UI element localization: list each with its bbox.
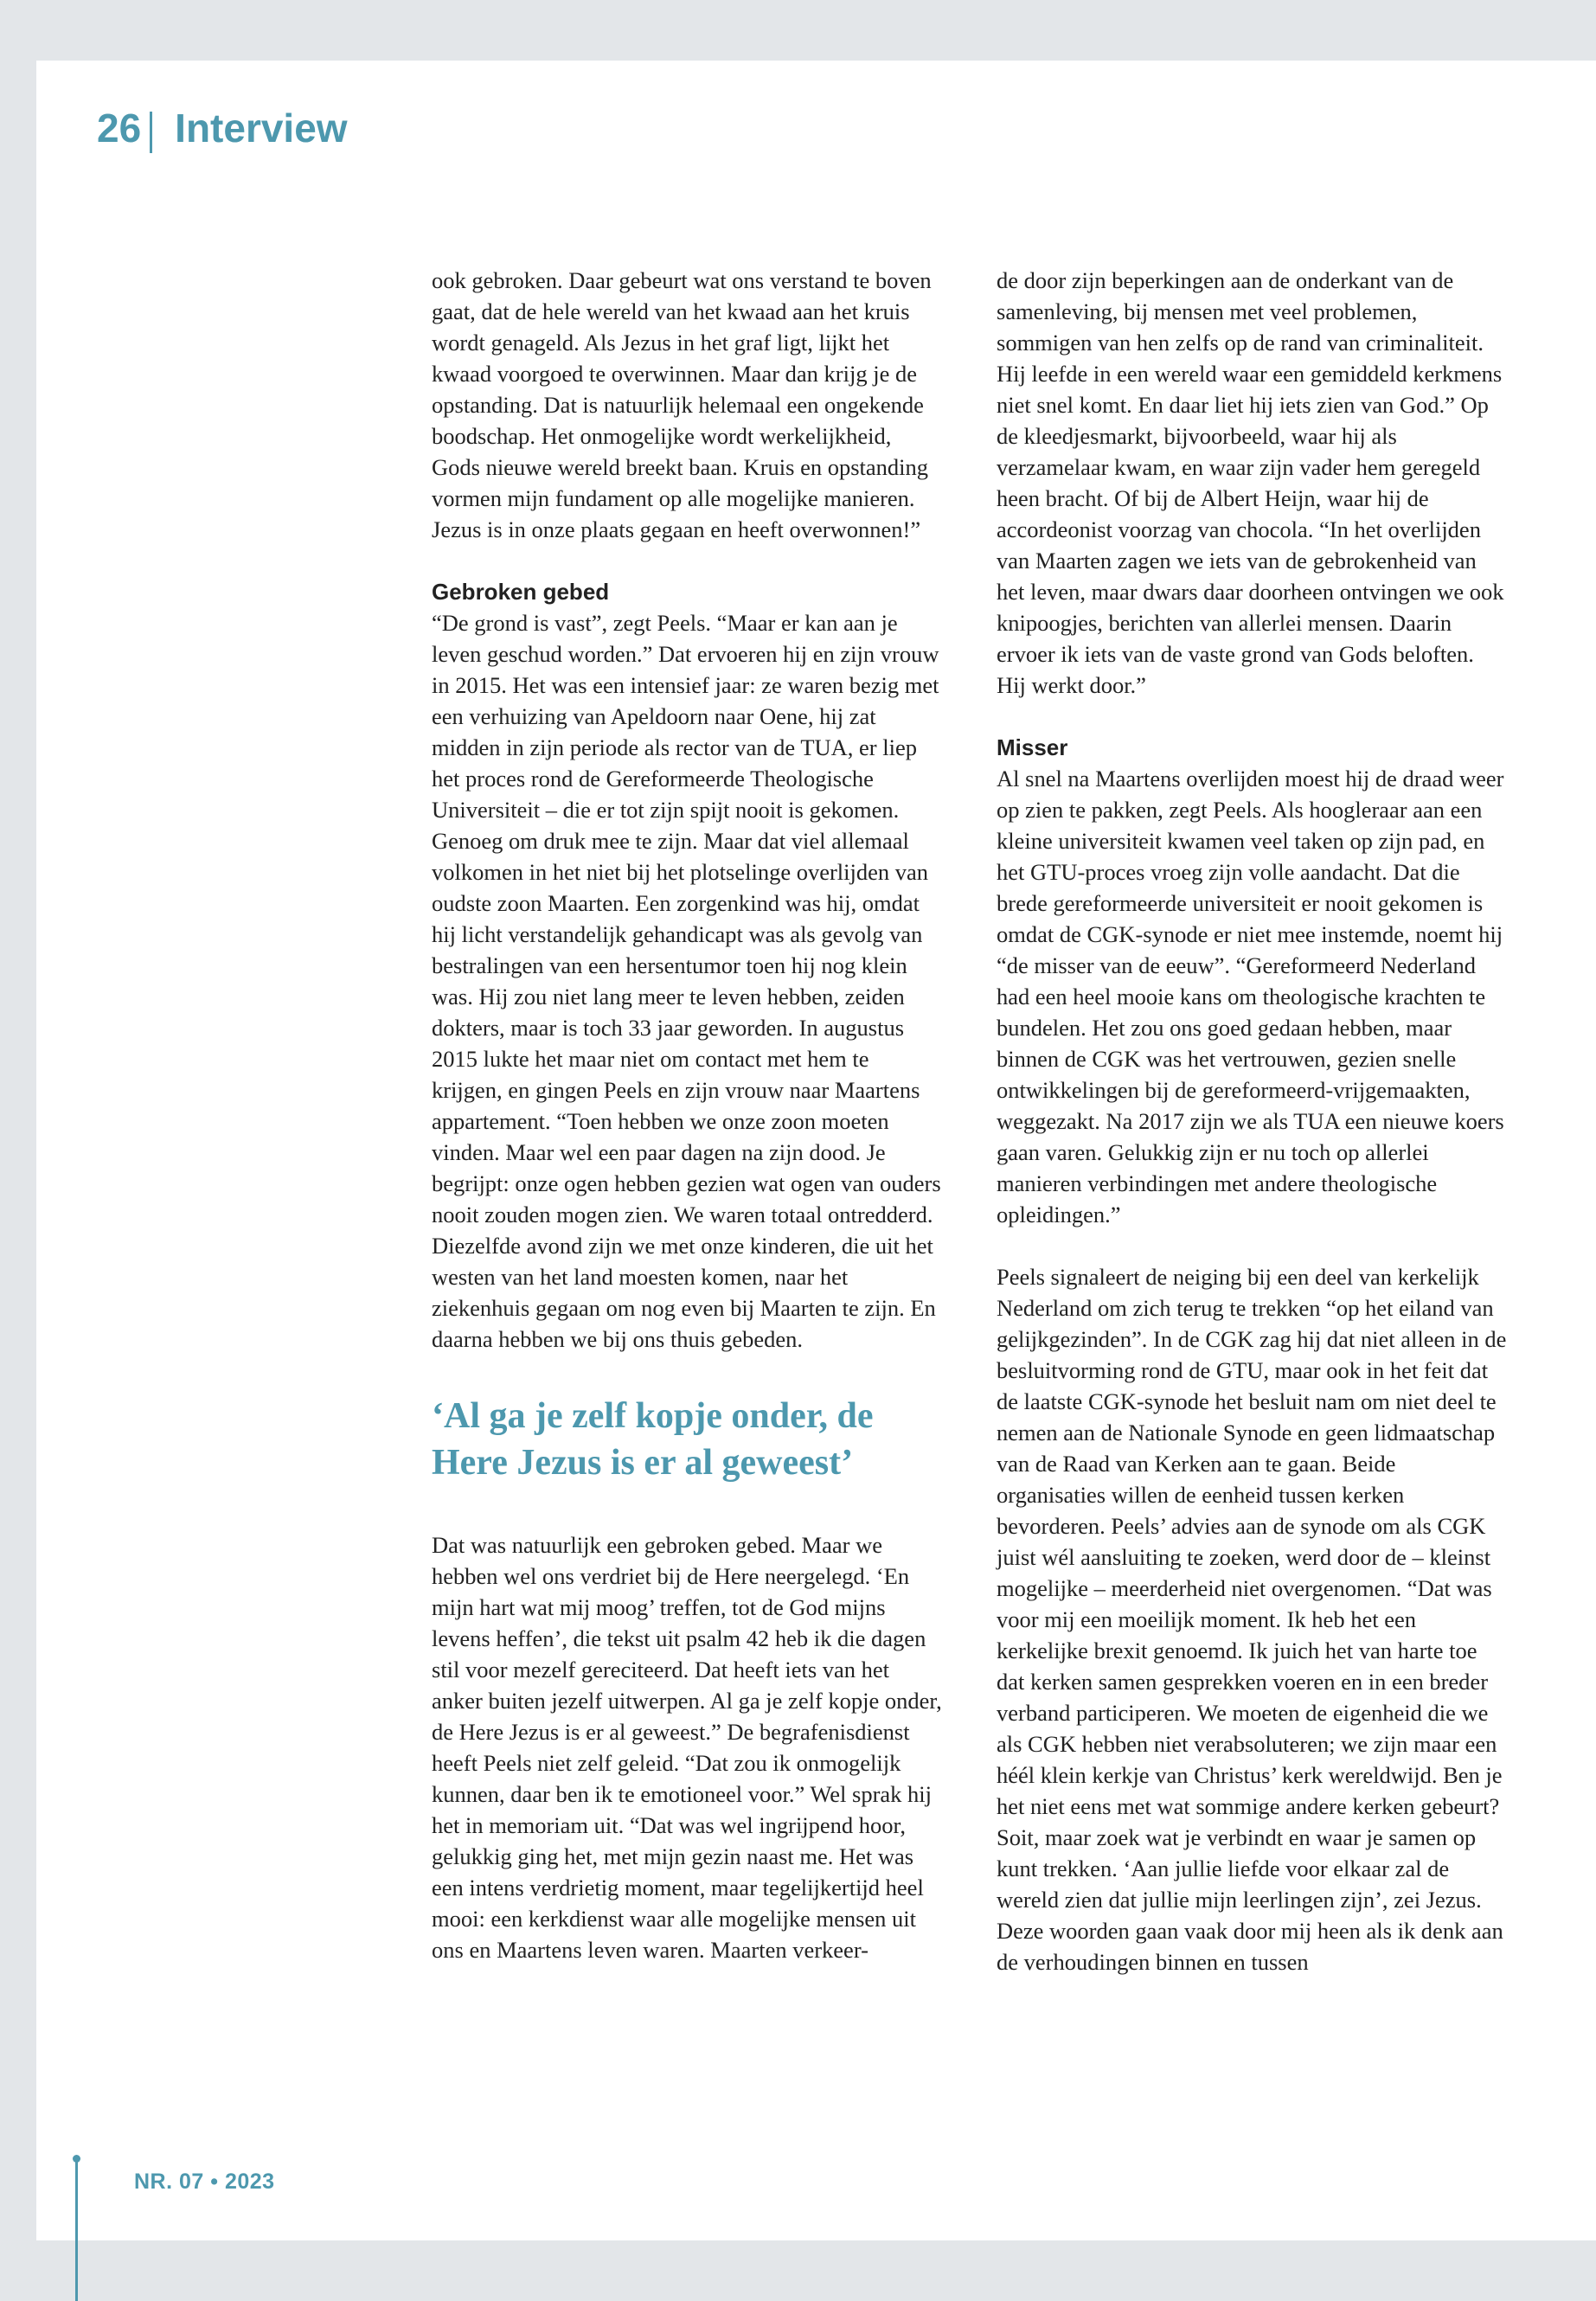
- body-paragraph: ook gebroken. Daar gebeurt wat ons verstand te boven gaat, dat de hele wereld van het kwaad aan het kruis wordt genageld. Als Jezus in het graf ligt, lijkt het kwaad voorgoed te overwinnen. Maar dan krijg je de opstanding. Dat is natuurlijk helemaal een ongekende boodschap. Het onmogelijke wordt werkelijkheid, Gods nieuwe wereld breekt baan. Kruis en opstanding vormen mijn fundament op alle mogelijke manieren. Jezus is in onze plaats gegaan en heeft overwonnen!”: [432, 267, 932, 542]
- body-paragraph: Al snel na Maartens overlijden moest hij de draad weer op zien te pakken, zegt Peels. Als hoogleraar aan een kleine universiteit kwamen veel taken op zijn pad, en het GTU-proces vroeg zijn volle aandacht. Dat die brede gereformeerde universiteit er nooit gekomen is omdat de CGK-synode er niet mee instemde, noemt hij “de misser van de eeuw”. “Gereformeerd Nederland had een heel mooie kans om theologische krachten te bundelen. Het zou ons goed gedaan hebben, maar binnen de CGK was het vertrouwen, gezien snelle ontwikkelingen bij de gereformeerd-vrijgemaakten, weggezakt. Na 2017 zijn we als TUA een nieuwe koers gaan varen. Gelukkig zijn er nu toch op allerlei manieren verbindingen met andere theologische opleidingen.”: [997, 766, 1504, 1227]
- body-paragraph: Dat was natuurlijk een gebroken gebed. Maar we hebben wel ons verdriet bij de Here neergelegd. ‘En mijn hart wat mij moog’ treffen, tot de God mijns levens heffen’, die tekst uit psalm 42 heb ik die dagen stil voor mezelf gereciteerd. Dat heeft iets van het anker buiten jezelf uitwerpen. Al ga je zelf kopje onder, de Here Jezus is er al geweest.” De begrafenisdienst heeft Peels niet zelf geleid. “Dat zou ik onmogelijk kunnen, daar ben ik te emotioneel voor.” Wel sprak hij het in memoriam uit. “Dat was wel ingrijpend hoor, gelukkig ging het, met mijn gezin naast me. Het was een intens verdrietig moment, maar tegelijkertijd heel mooi: een kerkdienst waar alle mogelijke mensen uit ons en Maartens leven waren. Maarten verkeer-: [432, 1532, 942, 1963]
- subheading-gebroken-gebed: Gebroken gebed: [432, 579, 610, 605]
- body-paragraph: “De grond is vast”, zegt Peels. “Maar er kan aan je leven geschud worden.” Dat ervoeren hij en zijn vrouw in 2015. Het was een intensief jaar: ze waren bezig met een verhuizing van Apeldoorn naar Oene, hij zat midden in zijn periode als rector van de TUA, er liep het proces rond de Gereformeerde Theologische Universiteit – die er tot zijn spijt nooit is gekomen. Genoeg om druk mee te zijn. Maar dat viel allemaal volkomen in het niet bij het plotselinge overlijden van oudste zoon Maarten. Een zorgenkind was hij, omdat hij licht verstandelijk gehandicapt was als gevolg van bestralingen van een hersentumor toen hij nog klein was. Hij zou niet lang meer te leven hebben, zeiden dokters, maar is toch 33 jaar geworden. In augustus 2015 lukte het maar niet om contact met hem te krijgen, en gingen Peels en zijn vrouw naar Maartens appartement. “Toen hebben we onze zoon moeten vinden. Maar wel een paar dagen na zijn dood. Je begrijpt: onze ogen hebben gezien wat ogen van ouders nooit zouden mogen zien. We waren totaal ontredderd. Diezelfde avond zijn we met onze kinderen, die uit het westen van het land moesten komen, naar het ziekenhuis gegaan om nog even bij Maarten te zijn. En daarna hebben we bij ons thuis gebeden.: [432, 610, 941, 1352]
- section-title: Interview: [175, 106, 348, 151]
- footer-rule: [75, 2158, 78, 2301]
- issue-number: NR. 07 • 2023: [134, 2170, 275, 2194]
- body-paragraph: de door zijn beperkingen aan de onderkant van de samenleving, bij mensen met veel problemen, sommigen van hen zelfs op de rand van criminaliteit. Hij leefde in een wereld waar een gemiddeld kerkmens niet snel komt. En daar liet hij iets zien van God.” Op de kleedjesmarkt, bijvoorbeeld, waar hij als verzamelaar kwam, en waar zijn vader hem geregeld heen bracht. Of bij de Albert Heijn, waar hij de accordeonist voorzag van chocola. “In het overlijden van Maarten zagen we iets van de gebrokenheid van het leven, maar dwars daar doorheen ontvingen we ook knipoogjes, berichten van allerlei mensen. Daarin ervoer ik iets van de vaste grond van Gods beloften. Hij werkt door.”: [997, 267, 1504, 698]
- page-number: 26: [97, 106, 142, 151]
- pull-quote: ‘Al ga je zelf kopje onder, de Here Jezus is er al geweest’: [432, 1396, 874, 1483]
- page-header: [97, 99, 348, 157]
- footer-rule-dot: [73, 2155, 80, 2163]
- header-divider: [150, 112, 152, 153]
- subheading-misser: Misser: [997, 734, 1068, 760]
- body-paragraph: Peels signaleert de neiging bij een deel van kerkelijk Nederland om zich terug te trekken “op het eiland van gelijkgezinden”. In de CGK zag hij dat niet alleen in de besluitvorming rond de GTU, maar ook in het feit dat de laatste CGK-synode het besluit nam om niet deel te nemen aan de Nationale Synode en geen lidmaatschap van de Raad van Kerken aan te gaan. Beide organisaties willen de eenheid tussen kerken bevorderen. Peels’ advies aan de synode om als CGK juist wél aansluiting te zoeken, werd door de – kleinst mogelijke – meerderheid niet overgenomen. “Dat was voor mij een moeilijk moment. Ik heb het een kerkelijke brexit genoemd. Ik juich het van harte toe dat kerken samen gesprekken voeren en in een breder verband participeren. We moeten de eigenheid die we als CGK hebben niet verabsoluteren; we zijn maar een héél klein kerkje van Christus’ kerk wereldwijd. Ben je het niet eens met wat sommige andere kerken gebeurt? Soit, maar zoek wat je verbindt en waar je samen op kunt trekken. ‘Aan jullie liefde voor elkaar zal de wereld zien dat jullie mijn leerlingen zijn’, zei Jezus. Deze woorden gaan vaak door mij heen als ik denk aan de verhoudingen binnen en tussen: [997, 1264, 1507, 1975]
- left-column: [432, 265, 942, 1965]
- right-column: [997, 265, 1507, 1977]
- magazine-page: [36, 61, 1596, 2240]
